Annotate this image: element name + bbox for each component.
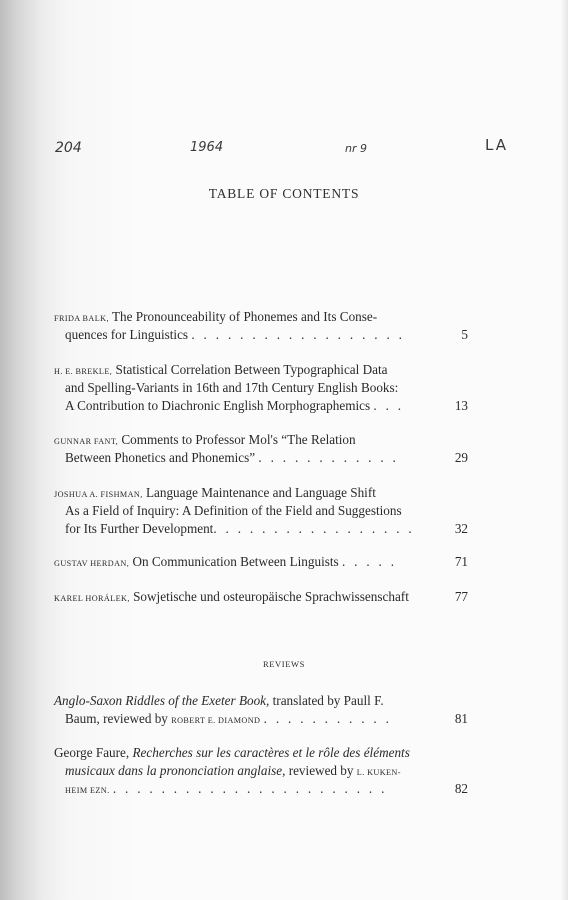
entry-page-number: 29 — [454, 450, 468, 465]
entry-page-number: 71 — [454, 554, 468, 569]
entry-author: GUNNAR FANT, — [54, 437, 119, 446]
entry-title-line: for Its Further Development — [65, 521, 214, 536]
review-text: translated by Paull F. — [269, 693, 384, 708]
leader-dots: . . . — [373, 398, 404, 413]
entry-title-line: and Spelling-Variants in 16th and 17th Century English Books: — [65, 380, 399, 395]
entry-author: KAREL HORÁLEK, — [54, 594, 130, 603]
handwritten-note-3: nr 9 — [345, 142, 367, 155]
entry-page-number: 77 — [454, 589, 468, 604]
review-text: Baum, reviewed by — [65, 711, 172, 726]
entry-title-line: The Pronounceability of Phonemes and Its Conse- — [108, 309, 378, 324]
leader-dots: . . . . . — [341, 554, 397, 569]
page-title: TABLE OF CONTENTS — [208, 186, 360, 201]
review-entry — [54, 744, 468, 798]
toc-entry — [54, 588, 468, 606]
entry-title-line: Between Phonetics and Phonemics” — [65, 450, 256, 465]
handwritten-note-4: LA — [485, 136, 508, 154]
handwritten-note-2: 1964 — [190, 140, 224, 155]
entry-page-number: 5 — [461, 327, 468, 342]
leader-dots: . . . . . . . . . . . . . . . . . . . . . . . — [112, 781, 388, 796]
toc-entry — [54, 361, 468, 415]
entry-title-line: On Communication Between Linguists — [129, 554, 339, 569]
toc-entry — [54, 484, 468, 538]
review-title: Anglo-Saxon Riddles of the Exeter Book, — [54, 693, 270, 708]
entry-page-number: 82 — [454, 781, 468, 796]
entry-title-line: Comments to Professor Mol's “The Relation — [118, 432, 356, 447]
entry-title-line: quences for Linguistics — [65, 327, 189, 342]
entry-page-number: 81 — [454, 711, 468, 726]
review-title: musicaux dans la prononciation anglaise, — [65, 763, 286, 778]
reviewer-name: ROBERT E. DIAMOND — [171, 716, 261, 725]
review-text: reviewed by — [285, 763, 357, 778]
handwritten-note-1: 204 — [55, 140, 82, 156]
entry-author: FRIDA BALK, — [54, 314, 109, 323]
reviews-heading: REVIEWS — [263, 659, 305, 669]
entry-title-line: Statistical Correlation Between Typographical Data — [112, 362, 388, 377]
review-entry — [54, 692, 468, 728]
leader-dots: . . . . . . . . . . . — [263, 711, 392, 726]
entry-page-number: 32 — [454, 521, 468, 536]
entry-title-line: Sowjetische und osteuropäische Sprachwissenschaft — [129, 589, 409, 604]
entry-page-number: 13 — [454, 398, 468, 413]
toc-entry — [54, 553, 468, 571]
review-author: George Faure, — [54, 745, 133, 760]
entry-title-line: As a Field of Inquiry: A Definition of the Field and Suggestions — [65, 503, 402, 518]
reviewer-name: L. KUKEN- — [356, 768, 401, 777]
leader-dots: . . . . . . . . . . . . . . . . . . — [191, 327, 405, 342]
toc-entry — [54, 308, 468, 344]
entry-title-line: Language Maintenance and Language Shift — [142, 485, 376, 500]
entry-author: JOSHUA A. FISHMAN, — [54, 490, 143, 499]
entry-author: H. E. BREKLE, — [54, 367, 113, 376]
entry-title-line: A Contribution to Diachronic English Morphographemics — [65, 398, 371, 413]
reviewer-name: HEIM EZN. — [65, 786, 110, 795]
toc-entry — [54, 431, 468, 467]
leader-dots: . . . . . . . . . . . . . . . . . — [213, 521, 415, 536]
entry-author: GUSTAV HERDAN, — [54, 559, 130, 568]
review-title: Recherches sur les caractères et le rôle des éléments — [132, 745, 410, 760]
leader-dots: . . . . . . . . . . . . — [258, 450, 399, 465]
